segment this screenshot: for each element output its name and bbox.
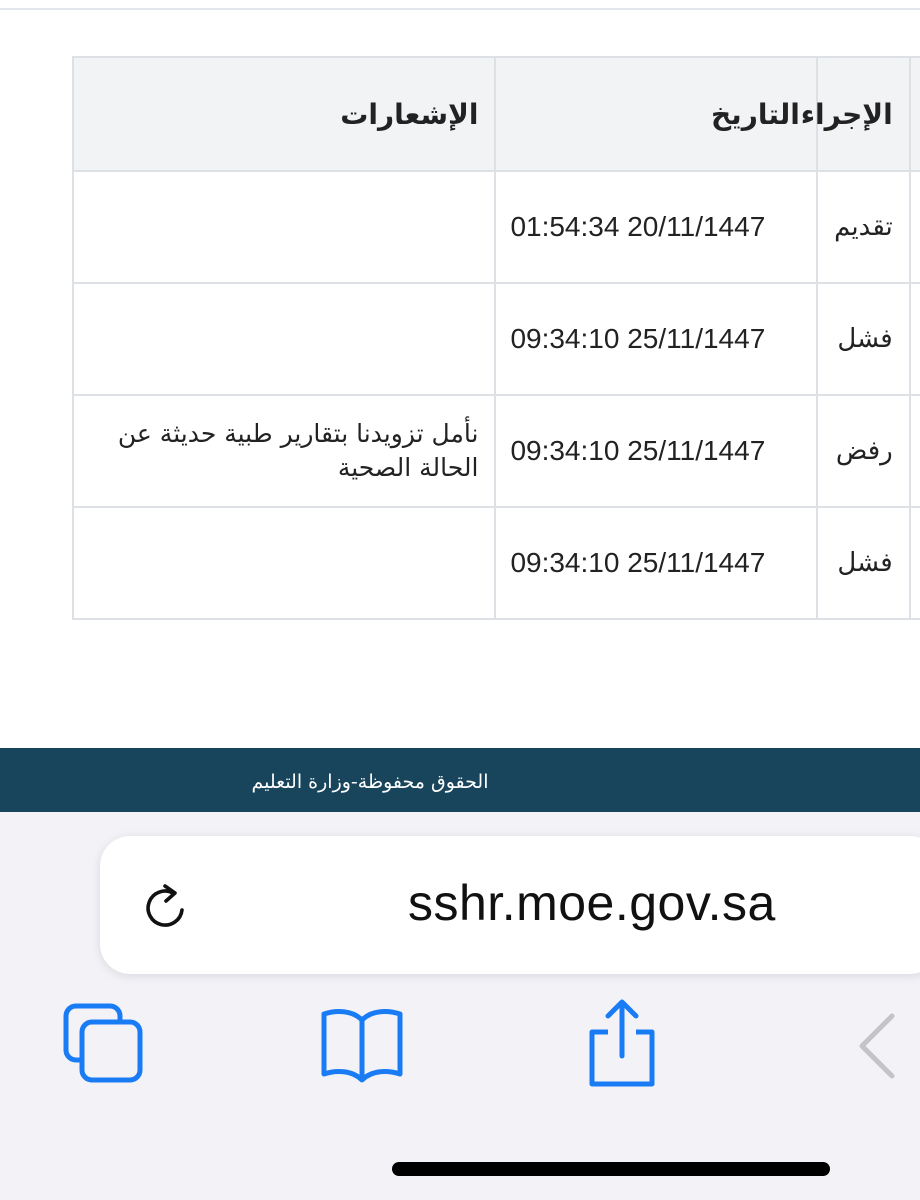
- back-chevron-icon[interactable]: [848, 996, 920, 1092]
- date-cell: 01:54:34 20/11/1447: [495, 171, 816, 283]
- action-cell: فشل: [817, 507, 910, 619]
- cut-off-cell: [910, 283, 920, 395]
- share-icon[interactable]: [574, 996, 670, 1092]
- date-cell: 09:34:10 25/11/1447: [495, 507, 816, 619]
- site-footer: [0, 748, 920, 812]
- table-header-row: [73, 57, 920, 171]
- table-row: [73, 395, 920, 507]
- date-cell: 09:34:10 25/11/1447: [495, 283, 816, 395]
- notes-cell: [73, 171, 495, 283]
- browser-toolbar: [0, 812, 920, 1200]
- url-text[interactable]: sshr.moe.gov.sa: [408, 875, 776, 931]
- table-row: [73, 171, 920, 283]
- cut-off-cell: [910, 171, 920, 283]
- address-bar[interactable]: [100, 836, 920, 974]
- notes-cell: [73, 507, 495, 619]
- date-cell: 09:34:10 25/11/1447: [495, 395, 816, 507]
- action-cell: تقديم: [817, 171, 910, 283]
- column-header-date: التاريخ: [495, 57, 816, 171]
- request-history-table: [72, 56, 920, 620]
- notes-cell: نأمل تزويدنا بتقارير طبية حديثة عن الحالة الصحية: [73, 395, 495, 507]
- top-divider: [0, 0, 920, 10]
- cut-off-cell: [910, 395, 920, 507]
- column-header-action: الإجراء: [817, 57, 910, 171]
- bookmarks-icon[interactable]: [314, 996, 410, 1092]
- column-header-notes: الإشعارات: [73, 57, 495, 171]
- column-header-cut-off: [910, 57, 920, 171]
- copyright-text: الحقوق محفوظة-وزارة التعليم: [251, 771, 489, 793]
- cut-off-cell: [910, 507, 920, 619]
- action-cell: رفض: [817, 395, 910, 507]
- table-row: [73, 507, 920, 619]
- notes-cell: [73, 283, 495, 395]
- action-cell: فشل: [817, 283, 910, 395]
- home-indicator: [392, 1162, 830, 1176]
- tabs-icon[interactable]: [56, 996, 152, 1092]
- reload-icon[interactable]: [138, 880, 194, 936]
- table-row: [73, 283, 920, 395]
